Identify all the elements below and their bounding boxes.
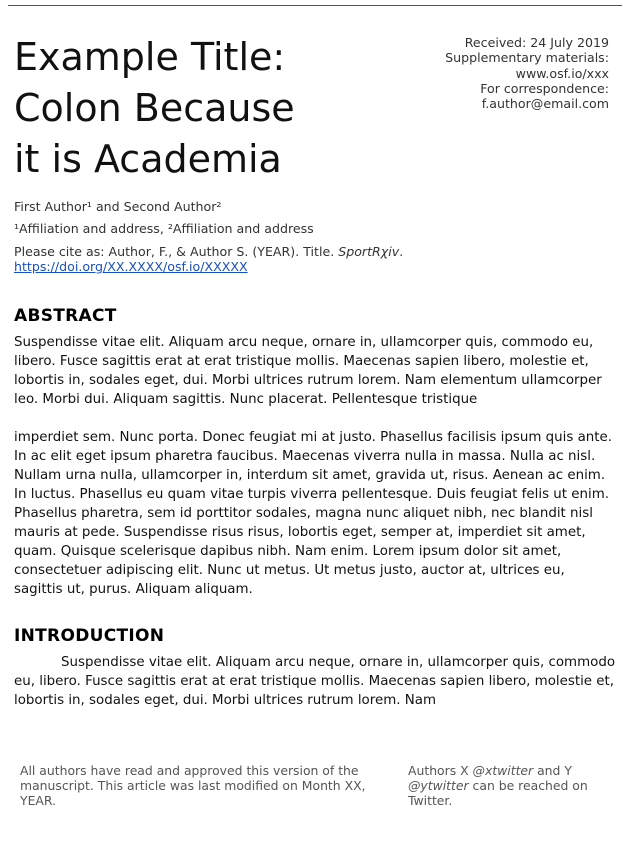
title-line-1: Example Title: [14, 35, 286, 79]
supplementary-label: Supplementary materials: [445, 50, 609, 66]
correspondence-label: For correspondence: [480, 80, 609, 96]
affiliations: ¹Affiliation and address, ²Affiliation and address [14, 221, 314, 236]
footer-contact-text-1: Authors X [408, 763, 473, 778]
footer-approval-note: All authors have read and approved this version of the manuscript. This article was last modified on Month XX, YEAR. [20, 763, 366, 808]
footer-contact-note [408, 763, 613, 808]
abstract-paragraph-2: imperdiet sem. Nunc porta. Donec feugiat mi at justo. Phasellus facilisis ipsum quis ante. In ac elit eget ipsum pharetra faucibus. Maecenas viverra nulla in massa. Nulla ac nisl. Nullam urna nulla, ullamcorper in, interdum sit amet, gravida ut, risus. Aenean ac enim. In luctus. Phasellus eu quam vitae turpis viverra pellentesque. Duis feugiat felis ut enim. Phasellus pharetra, sem id porttitor sodales, magna nunc aliquet nibh, nec blandit nisl mauris at pede. Suspendisse risus risus, lobortis eget, semper at, imperdiet sit amet, quam. Quisque scelerisque dapibus nibh. Nam enim. Lorem ipsum dolor sit amet, consectetuer adipiscing elit. Nunc ut metus. Ut metus justo, auctor at, ultrices eu, sagittis ut, purus. Aliquam aliquam. [14, 430, 613, 597]
twitter-handle-x: @xtwitter [472, 763, 534, 778]
abstract-heading: ABSTRACT [14, 306, 117, 326]
footer-contact-text-2: and Y [533, 763, 572, 778]
title-line-3: it is Academia [14, 137, 282, 181]
article-meta [389, 35, 609, 111]
doi-link[interactable]: https://doi.org/XX.XXXX/osf.io/XXXXX [14, 259, 248, 274]
citation [14, 244, 616, 274]
citation-separator: . [399, 244, 404, 259]
twitter-handle-y: @ytwitter [408, 778, 469, 793]
introduction-paragraph-1: Suspendisse vitae elit. Aliquam arcu neque, ornare in, ullamcorper quis, commodo eu, libero. Fusce sagittis erat at erat tristique mollis. Maecenas sapien libero, molestie et, lobortis in, sodales eget, dui. Morbi ultrices rutrum lorem. Nam [14, 655, 616, 708]
journal-name: SportRχiv [338, 244, 400, 259]
page-title [14, 32, 344, 185]
correspondence-email: f.author@email.com [481, 96, 609, 112]
top-rule [8, 5, 622, 6]
received-date: Received: 24 July 2019 [464, 35, 609, 50]
title-line-2: Colon Because [14, 86, 295, 130]
abstract-paragraph-1: Suspendisse vitae elit. Aliquam arcu neque, ornare in, ullamcorper quis, commodo eu, libero. Fusce sagittis erat at erat tristique mollis. Maecenas sapien libero, molestie et, lobortis in, sodales eget, dui. Morbi ultrices rutrum lorem. Nam elementum ullamcorper leo. Morbi dui. Aliquam sagittis. Nunc placerat. Pellentesque tristique [14, 335, 602, 407]
footer-contact-text-3: can be reached on Twitter. [408, 778, 588, 808]
supplementary-url: www.osf.io/xxx [515, 65, 609, 81]
citation-prefix: Please cite as: Author, F., & Author S. (YEAR). Title. [14, 244, 339, 259]
introduction-heading: INTRODUCTION [14, 626, 165, 646]
author-list: First Author¹ and Second Author² [14, 199, 222, 214]
